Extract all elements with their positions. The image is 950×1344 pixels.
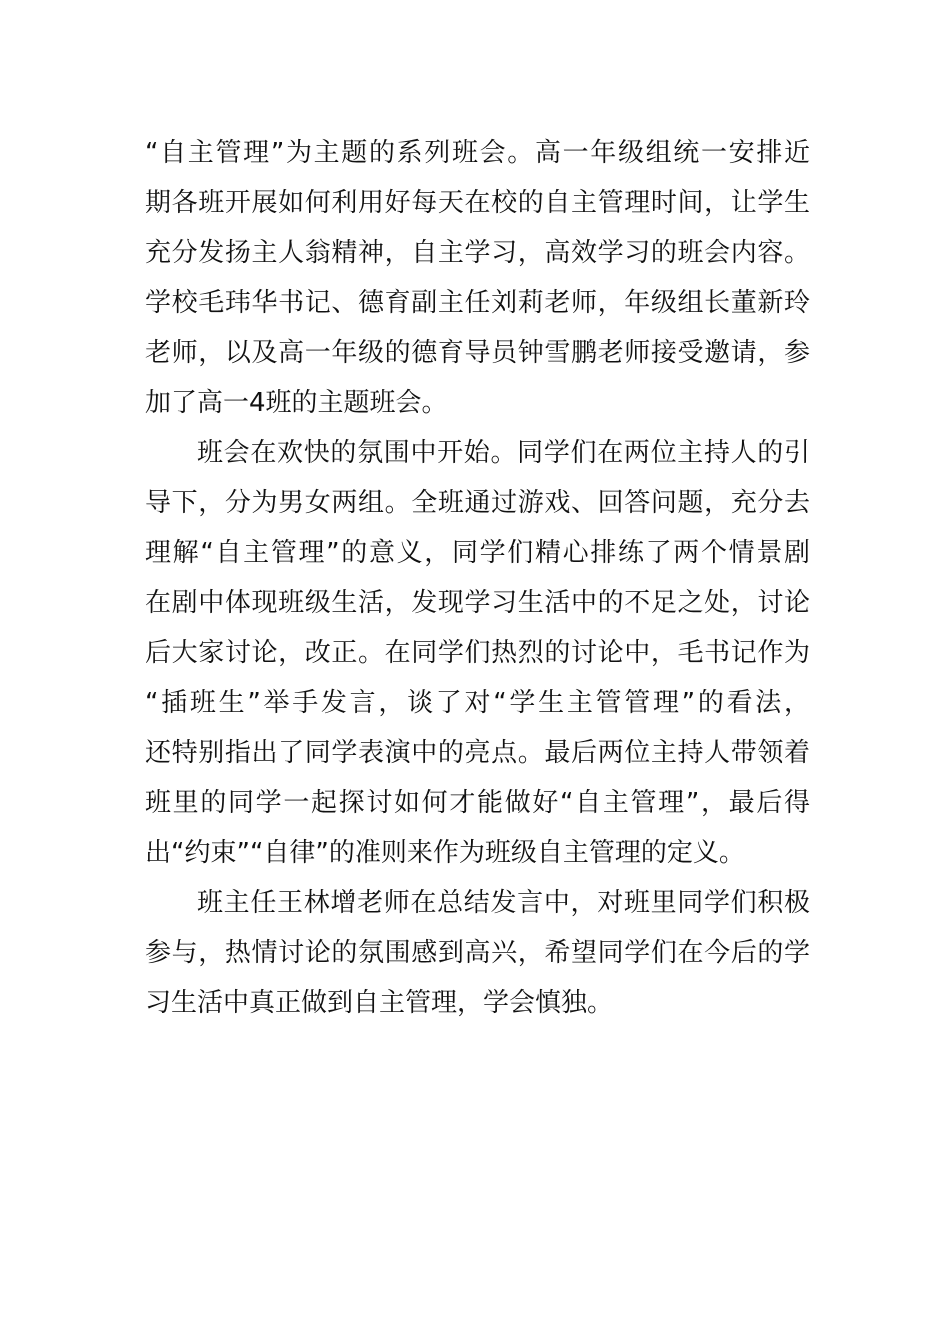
document-body <box>145 128 810 1028</box>
paragraph-1 <box>145 128 810 428</box>
paragraph-1-line-4: 学校毛玮华书记、德育副主任刘莉老师，年级组长董新玲 <box>145 288 810 318</box>
paragraph-2-line-3: 理解“自主管理”的意义，同学们精心排练了两个情景剧 <box>145 538 810 568</box>
paragraph-2-line-9: 出“约束”“自律”的准则来作为班级自主管理的定义。 <box>145 838 745 868</box>
paragraph-1-line-5: 老师，以及高一年级的德育导员钟雪鹏老师接受邀请，参 <box>145 338 810 368</box>
paragraph-1-line-3: 充分发扬主人翁精神，自主学习，高效学习的班会内容。 <box>145 238 810 268</box>
paragraph-2 <box>145 428 810 878</box>
paragraph-3-line-1: 班主任王林增老师在总结发言中，对班里同学们积极 <box>197 888 810 918</box>
paragraph-1-line-1: “自主管理”为主题的系列班会。高一年级组统一安排近 <box>145 138 810 168</box>
paragraph-3 <box>145 878 810 1028</box>
paragraph-2-line-1: 班会在欢快的氛围中开始。同学们在两位主持人的引 <box>197 438 810 468</box>
paragraph-2-line-6: “插班生”举手发言，谈了对“学生主管管理”的看法， <box>145 688 810 718</box>
paragraph-3-line-3: 习生活中真正做到自主管理，学会慎独。 <box>145 988 614 1018</box>
paragraph-1-line-6: 加了高一4班的主题班会。 <box>145 388 448 418</box>
paragraph-1-line-2: 期各班开展如何利用好每天在校的自主管理时间，让学生 <box>145 188 810 218</box>
paragraph-2-line-8: 班里的同学一起探讨如何才能做好“自主管理”，最后得 <box>145 788 810 818</box>
paragraph-2-line-7: 还特别指出了同学表演中的亮点。最后两位主持人带领着 <box>145 738 810 768</box>
paragraph-2-line-5: 后大家讨论，改正。在同学们热烈的讨论中，毛书记作为 <box>145 638 810 668</box>
paragraph-2-line-2: 导下，分为男女两组。全班通过游戏、回答问题，充分去 <box>145 488 810 518</box>
paragraph-2-line-4: 在剧中体现班级生活，发现学习生活中的不足之处，讨论 <box>145 588 810 618</box>
paragraph-3-line-2: 参与，热情讨论的氛围感到高兴，希望同学们在今后的学 <box>145 938 810 968</box>
